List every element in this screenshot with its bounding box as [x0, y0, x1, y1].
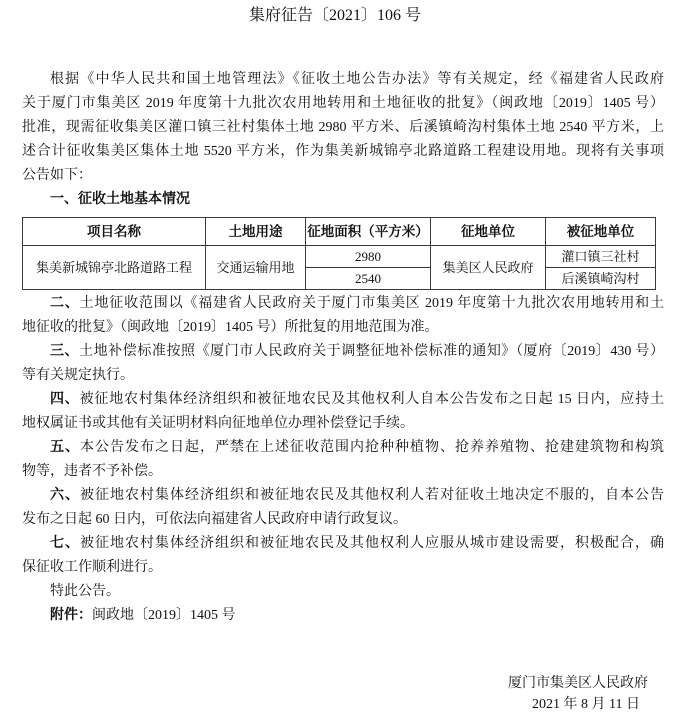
header-expropriated-unit: 被征地单位: [546, 218, 656, 246]
section-text: 本公告发布之日起，严禁在上述征收范围内抢种种植物、抢养养殖物、抢建建筑物和构筑: [80, 440, 664, 455]
section-number: 四、: [50, 392, 80, 407]
section-number: 五、: [50, 440, 80, 455]
section-number: 三、: [50, 344, 80, 359]
section-line: 物等，违者不予补偿。: [22, 464, 162, 479]
intro-line: 关于厦门市集美区 2019 年度第十九批次农用地转用和土地征收的批复》（闽政地〔2019〕1405 号）: [22, 96, 664, 111]
document-number-title: 集府征告〔2021〕106 号: [248, 7, 421, 24]
section-line: 发布之日起 60 日内，可依法向福建省人民政府申请行政复议。: [22, 512, 407, 527]
table-row: [23, 246, 656, 268]
cell-project-name: 集美新城锦亭北路道路工程: [23, 246, 206, 290]
cell-land-use: 交通运输用地: [206, 246, 306, 290]
section-line: 保征收工作顺利进行。: [22, 560, 162, 575]
section-line: 地权属证书或其他有关证明材料向征地单位办理补偿登记手续。: [22, 416, 414, 431]
cell-expropriated-unit: 灌口镇三社村: [546, 246, 656, 268]
section-number: 七、: [50, 536, 80, 551]
header-land-use: 土地用途: [206, 218, 306, 246]
header-expropriating-unit: 征地单位: [431, 218, 546, 246]
cell-area: 2980: [306, 246, 431, 268]
attachment-line: [22, 604, 664, 628]
section-line: [22, 532, 664, 556]
section-line: [22, 388, 664, 412]
section-line: [22, 340, 664, 364]
section-6-paragraph: [22, 484, 664, 532]
section-text: 被征地农村集体经济组织和被征地农民及其他权利人自本公告发布之日起 15 日内，应持土: [79, 392, 665, 407]
section-number: 六、: [50, 488, 80, 503]
attachment-value: 闽政地〔2019〕1405 号: [92, 608, 236, 623]
header-project-name: 项目名称: [23, 218, 206, 246]
intro-line: 述合计征收集美区集体土地 5520 平方米，作为集美新城锦亭北路道路工程建设用地。现将有关事项: [22, 144, 664, 159]
section-text: 土地征收范围以《福建省人民政府关于厦门市集美区 2019 年度第十九批次农用地转用和土: [79, 296, 665, 311]
section-2-paragraph: [22, 292, 664, 340]
intro-paragraph: [22, 68, 664, 188]
signature-date: 2021 年 8 月 11 日: [532, 697, 640, 712]
section-3-paragraph: [22, 340, 664, 388]
cell-area: 2540: [306, 268, 431, 290]
signature-organization: 厦门市集美区人民政府: [508, 676, 648, 691]
document-body: [22, 68, 664, 628]
cell-expropriating-unit: 集美区人民政府: [431, 246, 546, 290]
table-body: [23, 218, 656, 290]
section-4-paragraph: [22, 388, 664, 436]
section-line: [22, 484, 664, 508]
section-line: 等有关规定执行。: [22, 368, 134, 383]
closing-text: 特此公告。: [50, 584, 120, 599]
section-line: [22, 292, 664, 316]
section-text: 土地补偿标准按照《厦门市人民政府关于调整征地补偿标准的通知》（厦府〔2019〕430 号）: [79, 344, 664, 359]
section-line: 地征收的批复》（闽政地〔2019〕1405 号）所批复的用地范围为准。: [22, 320, 439, 335]
section-5-paragraph: [22, 436, 664, 484]
intro-line: 批准，现需征收集美区灌口镇三社村集体土地 2980 平方米、后溪镇崎沟村集体土地 2540 平方米，上: [22, 120, 664, 135]
intro-line: 公告如下：: [22, 168, 92, 183]
section-line: [22, 436, 664, 460]
section-number: 二、: [50, 296, 80, 311]
section-7-paragraph: [22, 532, 664, 580]
header-area: 征地面积（平方米）: [306, 218, 431, 246]
section-text: 被征地农村集体经济组织和被征地农民及其他权利人应服从城市建设需要，积极配合，确: [80, 536, 664, 551]
land-info-table: [22, 217, 656, 290]
section-1-heading: 一、征收土地基本情况: [50, 192, 190, 207]
intro-line: 根据《中华人民共和国土地管理法》《征收土地公告办法》等有关规定，经《福建省人民政府: [50, 72, 664, 87]
table-header-row: [23, 218, 656, 246]
cell-expropriated-unit: 后溪镇崎沟村: [546, 268, 656, 290]
attachment-label: 附件：: [50, 608, 92, 623]
section-text: 被征地农村集体经济组织和被征地农民及其他权利人若对征收土地决定不服的，自本公告: [80, 488, 664, 503]
